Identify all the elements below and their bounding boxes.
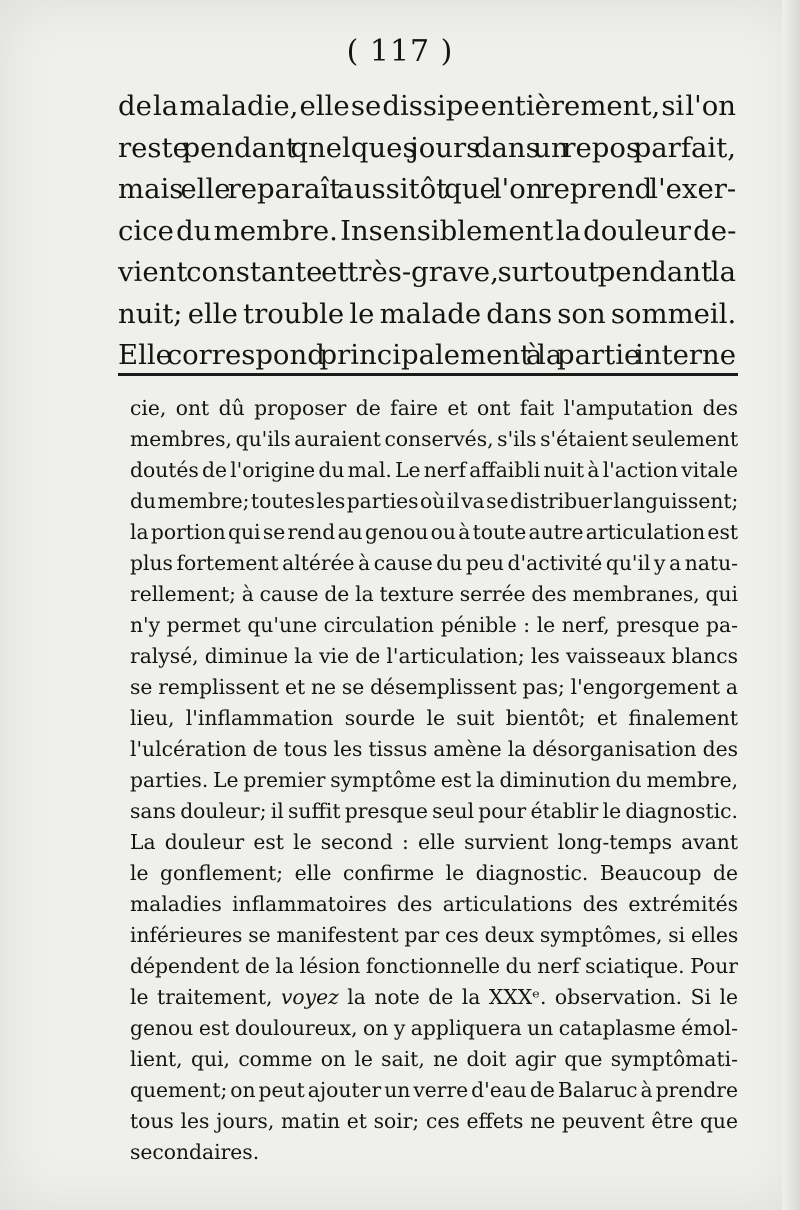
footnote-line: inférieures se manifestent par ces deux symptômes, si elles	[130, 923, 739, 947]
footnote-line: lieu, l'inflammation sourde le suit bientôt; et finalement	[130, 706, 738, 730]
footnote-line: La douleur est le second : elle survient long-temps avant	[130, 830, 738, 854]
main-text-line: de la maladie, elle se dissipe entièrement, si l'on	[118, 90, 736, 122]
main-text-line: cice du membre. Insensiblement la douleur de-	[118, 214, 737, 247]
footnote-separator-rule	[118, 373, 738, 376]
page-edge-shadow	[782, 0, 800, 1210]
footnote-line: du membre; toutes les parties où il va se distribuer languissent;	[130, 489, 739, 513]
footnote-text: le traitement,	[130, 985, 281, 1009]
main-text-line: Elle correspond principalement à la partie interne	[118, 339, 736, 371]
footnote-line: ralysé, diminue la vie de l'articulation; les vaisseaux blancs	[130, 644, 738, 668]
footnote-line: n'y permet qu'une circulation pénible : le nerf, presque pa-	[130, 613, 738, 637]
footnote-line: parties. Le premier symptôme est la diminution du membre,	[130, 768, 739, 792]
main-text-line: vient constante et très-grave, surtout pendant la	[118, 256, 736, 288]
footnote-line: tous les jours, matin et soir; ces effets ne peuvent être que	[130, 1109, 738, 1133]
footnote-line: doutés de l'origine du mal. Le nerf affaibli nuit à l'action vitale	[130, 458, 738, 482]
footnote-italic-word: voyez	[280, 985, 339, 1009]
footnote-line: la portion qui se rend au genou ou à toute autre articulation est	[130, 520, 738, 544]
footnote-text: la note de la XXXᵉ. observation. Si le	[338, 985, 738, 1009]
footnote-line: plus fortement altérée à cause du peu d'activité qu'il y a natu-	[130, 551, 738, 575]
footnote-line: lient, qui, comme on le sait, ne doit agir que symptômati-	[130, 1047, 738, 1071]
page-number: ( 117 )	[346, 34, 454, 69]
footnote-line: dépendent de la lésion fonctionnelle du nerf sciatique. Pour	[130, 954, 738, 978]
footnote-line: sans douleur; il suffit presque seul pour établir le diagnostic.	[130, 799, 738, 823]
main-text-line: nuit; elle trouble le malade dans son sommeil.	[118, 297, 737, 330]
main-text-line: mais elle reparaît aussitôt que l'on reprend l'exer-	[118, 173, 737, 205]
footnote-line: cie, ont dû proposer de faire et ont fait l'amputation des	[130, 396, 738, 420]
footnote-line: le gonflement; elle confirme le diagnostic. Beaucoup de	[130, 861, 738, 885]
footnote-paragraph	[130, 393, 738, 1168]
footnote-line: maladies inflammatoires des articulations des extrémités	[130, 892, 738, 916]
footnote-line: l'ulcération de tous les tissus amène la désorganisation des	[130, 737, 738, 761]
footnote-line: genou est douloureux, on y appliquera un cataplasme émol-	[130, 1016, 738, 1040]
footnote-last-line: secondaires.	[130, 1140, 260, 1164]
footnote-line: membres, qu'ils auraient conservés, s'ils s'étaient seulement	[130, 427, 739, 451]
footnote-line: quement; on peut ajouter un verre d'eau de Balaruc à prendre	[130, 1078, 738, 1102]
footnote-line: se remplissent et ne se désemplissent pas; l'engorgement a	[130, 675, 738, 699]
footnote-line-with-italic	[130, 982, 738, 1013]
main-text-paragraph	[118, 86, 736, 377]
main-text-line: reste pendant qnelques jours dans un repos parfait,	[118, 131, 736, 164]
footnote-line: rellement; à cause de la texture serrée des membranes, qui	[130, 582, 738, 606]
